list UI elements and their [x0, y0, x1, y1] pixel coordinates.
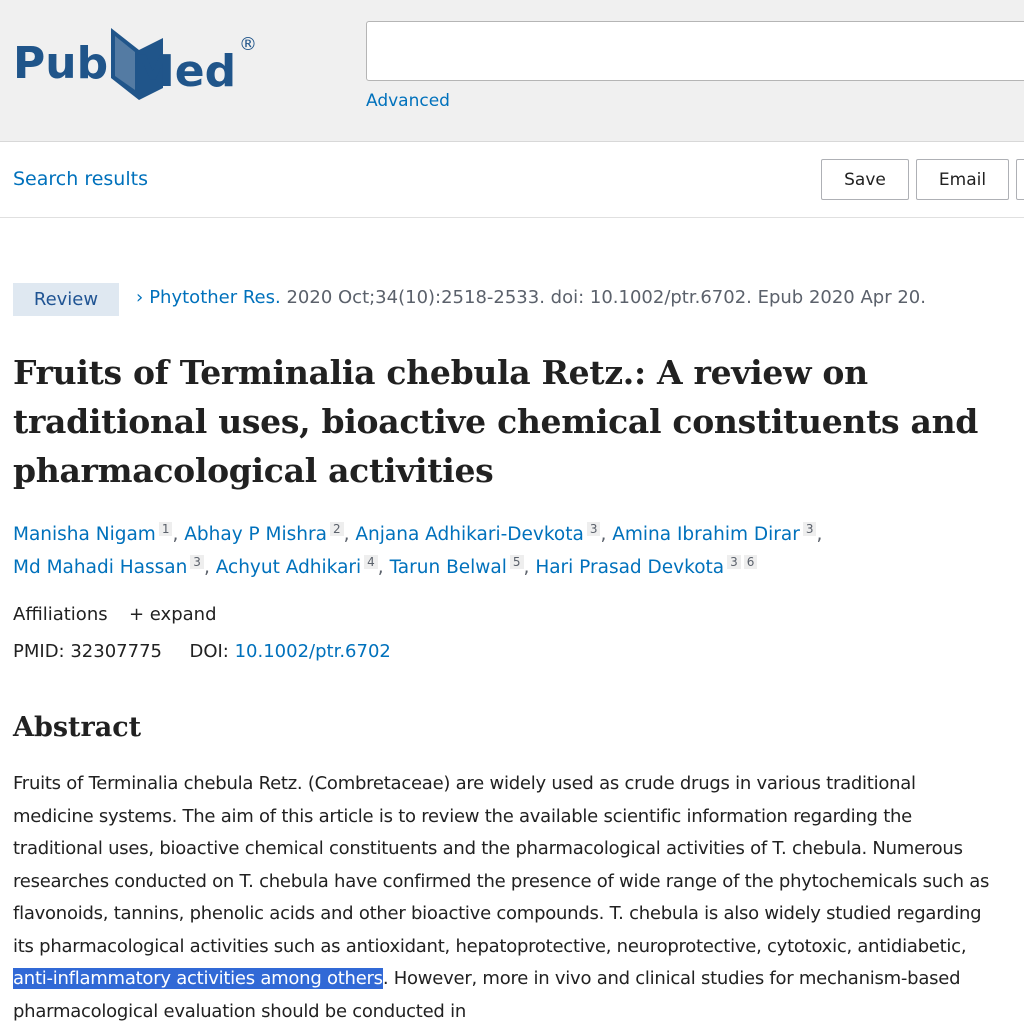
svg-text:Pub: Pub: [13, 38, 109, 89]
abstract-text-part-2: . However, more in vivo and clinical studies for mechanism-based pharmacological evaluation should be conducted in: [13, 968, 961, 1022]
affiliation-ref[interactable]: 3: [803, 522, 817, 536]
search-input[interactable]: [366, 21, 1024, 81]
affiliation-ref[interactable]: 4: [364, 555, 378, 569]
author-link[interactable]: Manisha Nigam: [13, 524, 156, 545]
author-link[interactable]: Hari Prasad Devkota: [535, 557, 725, 578]
abstract-heading: Abstract: [13, 712, 142, 743]
article-type-badge: Review: [13, 283, 119, 316]
affiliation-ref[interactable]: 3: [190, 555, 204, 569]
affiliation-ref[interactable]: 2: [330, 522, 344, 536]
doi-link[interactable]: 10.1002/ptr.6702: [234, 641, 391, 662]
article-toolbar: [0, 143, 1024, 218]
affiliation-ref[interactable]: 5: [510, 555, 524, 569]
citation-line: [136, 287, 926, 308]
author-link[interactable]: Tarun Belwal: [389, 557, 507, 578]
affiliation-ref[interactable]: 3: [587, 522, 601, 536]
svg-text:Med: Med: [131, 46, 237, 97]
affiliation-ref[interactable]: 3: [727, 555, 741, 569]
author-link[interactable]: Abhay P Mishra: [184, 524, 327, 545]
search-results-link[interactable]: Search results: [13, 168, 148, 190]
abstract-text-part-1: Fruits of Terminalia chebula Retz. (Combretaceae) are widely used as crude drugs in various traditional medicine systems. The aim of this article is to review the available scientific information regarding the traditional uses, bioactive chemical constituents and the pharmacological activities of T. chebula. Numerous researches conducted on T. chebula have confirmed the presence of wide range of the phytochemicals such as flavonoids, tannins, phenolic acids and other bioactive compounds. T. chebula is also widely studied regarding its pharmacological activities such as antioxidant, hepatoprotective, neuroprotective, cytotoxic, antidiabetic,: [13, 773, 990, 957]
article-title: Fruits of Terminalia chebula Retz.: A review on traditional uses, bioactive chemical constituents and pharmacological activities: [13, 353, 979, 490]
pmid-value: 32307775: [70, 641, 162, 662]
abstract-text: [13, 768, 998, 1024]
affiliation-ref[interactable]: 6: [744, 555, 758, 569]
doi-label: DOI:: [189, 641, 229, 662]
pubmed-logo[interactable]: [11, 16, 261, 106]
affiliation-ref[interactable]: 1: [159, 522, 173, 536]
registered-mark: ®: [239, 34, 257, 55]
save-button[interactable]: Save: [821, 159, 909, 200]
affiliations-label: Affiliations: [13, 604, 108, 625]
author-link[interactable]: Anjana Adhikari-Devkota: [355, 524, 584, 545]
citation-details: 2020 Oct;34(10):2518-2533. doi: 10.1002/ptr.6702. Epub 2020 Apr 20.: [286, 287, 926, 308]
email-button[interactable]: Email: [916, 159, 1009, 200]
pmid-label: PMID:: [13, 641, 65, 662]
author-link[interactable]: Achyut Adhikari: [215, 557, 362, 578]
article-identifiers: [13, 641, 391, 662]
author-link[interactable]: Amina Ibrahim Dirar: [612, 524, 800, 545]
chevron-right-icon[interactable]: ›: [136, 287, 144, 308]
authors-list: Manisha Nigam $^1$ , Abhay P Mishra $^2$ , Anjana Adhikari-Devkota $^3$ , Amina Ibrahim Dirar $^3$ , Md Mahadi Hassan $^3$ , Achyut Adhikari $^4$ , Tarun Belwal $^5$ , Hari Prasad Devkota $^3$ $^6$: [13, 522, 823, 578]
selected-text-highlight[interactable]: anti-inflammatory activities among others: [13, 968, 383, 989]
advanced-search-link[interactable]: Advanced: [366, 91, 450, 111]
site-header: [0, 0, 1024, 142]
affiliations-expand-button[interactable]: + expand: [129, 604, 217, 625]
more-actions-button[interactable]: [1016, 159, 1024, 200]
author-link[interactable]: Md Mahadi Hassan: [13, 557, 188, 578]
journal-link[interactable]: Phytother Res.: [149, 287, 281, 308]
